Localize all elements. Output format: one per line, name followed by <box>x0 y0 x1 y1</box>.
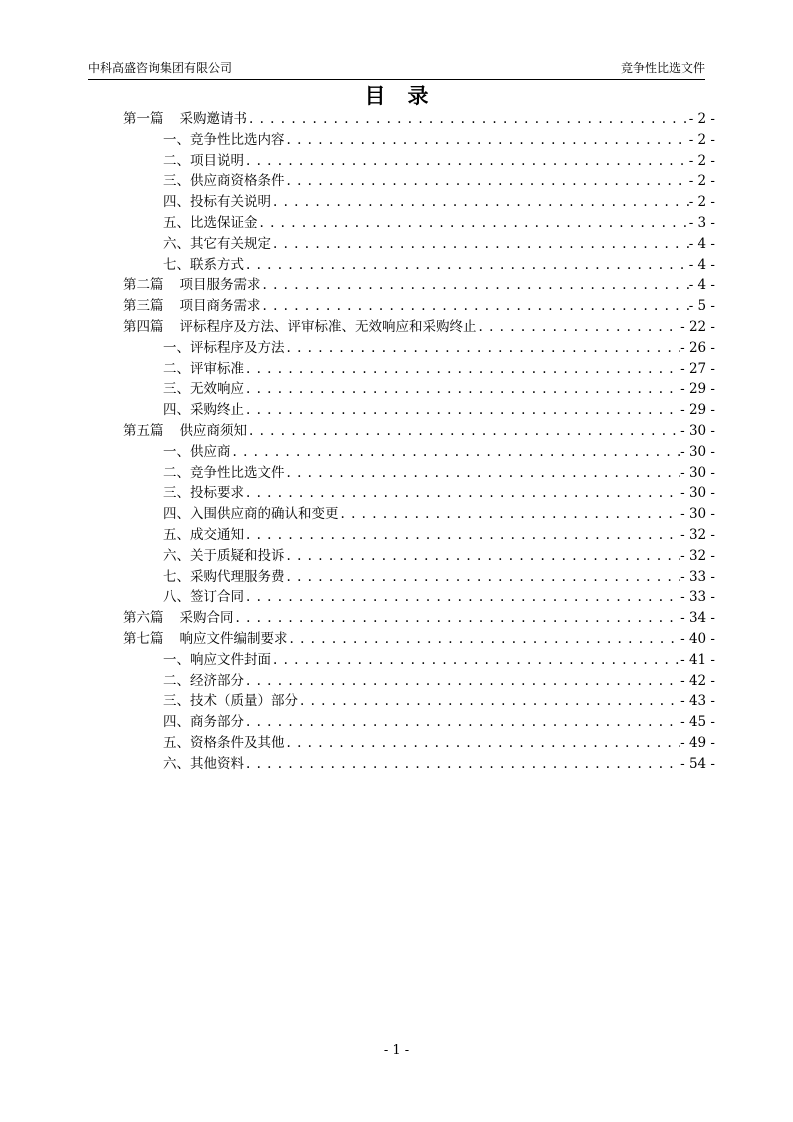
toc-entry-label <box>163 481 244 501</box>
toc-page-number: - 29 - <box>680 402 715 419</box>
toc-page-number: - 42 - <box>680 672 715 689</box>
table-of-contents <box>123 107 715 773</box>
document-type: 竞争性比选文件 <box>620 61 705 75</box>
toc-part-entry[interactable] <box>123 107 715 128</box>
toc-entry-label <box>163 502 339 522</box>
toc-entry-label <box>163 169 285 189</box>
toc-page-number: - 2 - <box>688 131 715 148</box>
toc-page-number: - 33 - <box>680 589 715 606</box>
toc-part-number: 第五篇 <box>123 422 164 439</box>
toc-leader-dots <box>244 673 680 689</box>
toc-section-entry[interactable] <box>123 502 715 523</box>
toc-entry-text: 三、供应商资格条件 <box>163 173 285 190</box>
toc-part-entry[interactable] <box>123 315 715 336</box>
toc-section-entry[interactable] <box>123 689 715 710</box>
toc-leader-dots <box>258 215 689 231</box>
toc-entry-text: 项目服务需求 <box>179 277 261 294</box>
toc-entry-label <box>123 273 261 293</box>
toc-part-number: 第一篇 <box>123 111 164 127</box>
toc-entry-text: 二、项目说明 <box>163 152 244 169</box>
toc-section-entry[interactable] <box>123 149 715 170</box>
toc-section-entry[interactable] <box>123 128 715 149</box>
toc-section-entry[interactable] <box>123 377 715 398</box>
toc-leader-dots <box>244 381 680 397</box>
toc-entry-label <box>163 461 285 481</box>
toc-section-entry[interactable] <box>123 585 715 606</box>
toc-entry-text: 八、签订合同 <box>163 589 244 606</box>
toc-leader-dots <box>285 548 681 564</box>
toc-entry-label <box>163 440 231 460</box>
toc-section-entry[interactable] <box>123 253 715 274</box>
toc-page-number: - 33 - <box>680 568 715 585</box>
toc-entry-label <box>163 232 271 252</box>
toc-page-number: - 30 - <box>680 422 715 439</box>
toc-leader-dots <box>271 236 689 252</box>
toc-entry-text: 一、评标程序及方法 <box>163 339 285 356</box>
toc-entry-text: 五、资格条件及其他 <box>163 734 285 751</box>
toc-part-entry[interactable] <box>123 273 715 294</box>
toc-page-number: - 49 - <box>680 734 715 751</box>
page-number: - 1 - <box>383 1043 410 1058</box>
toc-leader-dots <box>244 153 689 169</box>
toc-entry-label <box>163 648 271 668</box>
toc-section-entry[interactable] <box>123 481 715 502</box>
toc-page-number: - 34 - <box>680 610 715 627</box>
toc-section-entry[interactable] <box>123 336 715 357</box>
toc-page-number: - 30 - <box>680 485 715 502</box>
toc-entry-text: 二、竞争性比选文件 <box>163 464 285 481</box>
toc-page-number: - 2 - <box>688 152 715 169</box>
toc-entry-label <box>163 669 244 689</box>
toc-entry-label <box>163 253 244 273</box>
toc-entry-text: 六、其它有关规定 <box>163 235 271 252</box>
toc-page-number: - 2 - <box>688 173 715 190</box>
toc-section-entry[interactable] <box>123 648 715 669</box>
company-name: 中科高盛咨询集团有限公司 <box>88 61 233 75</box>
toc-entry-label <box>163 357 244 377</box>
toc-leader-dots <box>244 361 680 377</box>
toc-entry-text: 一、响应文件封面 <box>163 651 271 668</box>
toc-leader-dots <box>298 693 680 709</box>
toc-entry-label <box>163 565 285 585</box>
toc-page-number: - 41 - <box>680 651 715 668</box>
toc-leader-dots <box>244 485 680 501</box>
toc-entry-label <box>163 752 244 772</box>
toc-leader-dots <box>247 111 689 127</box>
toc-entry-label <box>163 544 285 564</box>
toc-page-number: - 3 - <box>688 214 715 231</box>
toc-leader-dots <box>285 132 689 148</box>
toc-section-entry[interactable] <box>123 461 715 482</box>
toc-page-number: - 4 - <box>688 256 715 273</box>
toc-leader-dots <box>244 257 689 273</box>
toc-page-number: - 45 - <box>680 714 715 731</box>
toc-entry-text: 六、其他资料 <box>163 755 244 772</box>
toc-leader-dots <box>234 610 681 626</box>
toc-section-entry[interactable] <box>123 752 715 773</box>
toc-section-entry[interactable] <box>123 565 715 586</box>
toc-page-number: - 30 - <box>680 506 715 523</box>
toc-page-number: - 2 - <box>688 194 715 211</box>
toc-entry-label <box>163 128 285 148</box>
toc-entry-label <box>163 336 285 356</box>
toc-page-number: - 32 - <box>680 547 715 564</box>
toc-page-number: - 30 - <box>680 464 715 481</box>
toc-page-number: - 22 - <box>680 318 715 335</box>
toc-leader-dots <box>285 173 689 189</box>
toc-entry-label <box>123 606 234 626</box>
toc-entry-text: 七、采购代理服务费 <box>163 568 285 585</box>
toc-page-number: - 4 - <box>688 277 715 294</box>
toc-part-number: 第三篇 <box>123 298 164 315</box>
toc-part-number: 第二篇 <box>123 277 164 294</box>
page-header <box>88 57 705 80</box>
toc-part-entry[interactable] <box>123 606 715 627</box>
toc-entry-text: 四、采购终止 <box>163 402 244 419</box>
toc-entry-label <box>163 149 244 169</box>
toc-entry-label <box>163 710 244 730</box>
toc-entry-text: 四、商务部分 <box>163 714 244 731</box>
toc-part-number: 第六篇 <box>123 610 164 627</box>
toc-entry-label <box>123 107 247 127</box>
toc-section-entry[interactable] <box>123 169 715 190</box>
toc-entry-text: 二、评审标准 <box>163 360 244 377</box>
toc-leader-dots <box>285 735 681 751</box>
toc-leader-dots <box>244 714 680 730</box>
toc-entry-text: 三、投标要求 <box>163 485 244 502</box>
toc-leader-dots <box>244 402 680 418</box>
toc-entry-label <box>123 419 247 439</box>
toc-page-number: - 32 - <box>680 526 715 543</box>
toc-entry-text: 四、投标有关说明 <box>163 194 271 211</box>
toc-entry-label <box>163 190 271 210</box>
toc-page-number: - 40 - <box>680 630 715 647</box>
toc-section-entry[interactable] <box>123 357 715 378</box>
toc-section-entry[interactable] <box>123 440 715 461</box>
toc-part-entry[interactable] <box>123 294 715 315</box>
toc-entry-text: 三、技术（质量）部分 <box>163 693 298 710</box>
toc-title: 目录 <box>364 84 451 108</box>
toc-section-entry[interactable] <box>123 669 715 690</box>
toc-entry-label <box>163 689 298 709</box>
toc-page-number: - 29 - <box>680 381 715 398</box>
toc-entry-text: 六、关于质疑和投诉 <box>163 547 285 564</box>
toc-leader-dots <box>285 465 681 481</box>
toc-leader-dots <box>231 444 681 460</box>
toc-section-entry[interactable] <box>123 232 715 253</box>
toc-entry-label <box>163 731 285 751</box>
toc-entry-text: 三、无效响应 <box>163 381 244 398</box>
toc-page-number: - 27 - <box>680 360 715 377</box>
toc-section-entry[interactable] <box>123 190 715 211</box>
toc-entry-text: 供应商须知 <box>179 422 247 439</box>
toc-entry-label <box>123 627 288 647</box>
toc-entry-label <box>163 523 244 543</box>
toc-leader-dots <box>244 589 680 605</box>
toc-leader-dots <box>244 527 680 543</box>
toc-entry-label <box>123 294 261 314</box>
toc-leader-dots <box>247 423 680 439</box>
toc-entry-text: 一、供应商 <box>163 443 231 460</box>
toc-section-entry[interactable] <box>123 710 715 731</box>
toc-entry-text: 四、入围供应商的确认和变更 <box>163 506 339 523</box>
toc-entry-label <box>163 585 244 605</box>
toc-section-entry[interactable] <box>123 398 715 419</box>
toc-part-entry[interactable] <box>123 419 715 440</box>
toc-entry-text: 二、经济部分 <box>163 672 244 689</box>
toc-section-entry[interactable] <box>123 211 715 232</box>
toc-leader-dots <box>339 506 681 522</box>
toc-entry-text: 响应文件编制要求 <box>179 630 288 647</box>
toc-page-number: - 5 - <box>688 298 715 315</box>
toc-page-number: - 26 - <box>680 339 715 356</box>
toc-leader-dots <box>285 340 681 356</box>
toc-page-number: - 54 - <box>680 755 715 772</box>
toc-section-entry[interactable] <box>123 544 715 565</box>
toc-leader-dots <box>477 319 681 335</box>
toc-entry-text: 采购合同 <box>179 610 234 627</box>
toc-page-number: - 43 - <box>680 693 715 710</box>
toc-leader-dots <box>285 569 681 585</box>
toc-page-number: - 4 - <box>688 235 715 252</box>
toc-part-number: 第七篇 <box>123 630 164 647</box>
toc-leader-dots <box>271 194 689 210</box>
toc-leader-dots <box>261 277 689 293</box>
toc-part-entry[interactable] <box>123 627 715 648</box>
toc-entry-text: 采购邀请书 <box>179 111 247 127</box>
toc-page-number: - 2 - <box>688 111 715 127</box>
toc-entry-text: 项目商务需求 <box>179 298 261 315</box>
toc-entry-text: 评标程序及方法、评审标准、无效响应和采购终止 <box>179 318 477 335</box>
toc-leader-dots <box>271 652 680 668</box>
toc-entry-text: 七、联系方式 <box>163 256 244 273</box>
toc-entry-label <box>163 211 258 231</box>
toc-entry-label <box>123 315 477 335</box>
toc-page-number: - 30 - <box>680 443 715 460</box>
toc-section-entry[interactable] <box>123 731 715 752</box>
toc-entry-text: 五、比选保证金 <box>163 214 258 231</box>
toc-part-number: 第四篇 <box>123 318 164 335</box>
toc-entry-text: 一、竞争性比选内容 <box>163 131 285 148</box>
toc-leader-dots <box>288 631 681 647</box>
toc-section-entry[interactable] <box>123 523 715 544</box>
toc-leader-dots <box>261 298 689 314</box>
toc-entry-label <box>163 398 244 418</box>
toc-entry-label <box>163 377 244 397</box>
toc-entry-text: 五、成交通知 <box>163 526 244 543</box>
toc-leader-dots <box>244 756 680 772</box>
